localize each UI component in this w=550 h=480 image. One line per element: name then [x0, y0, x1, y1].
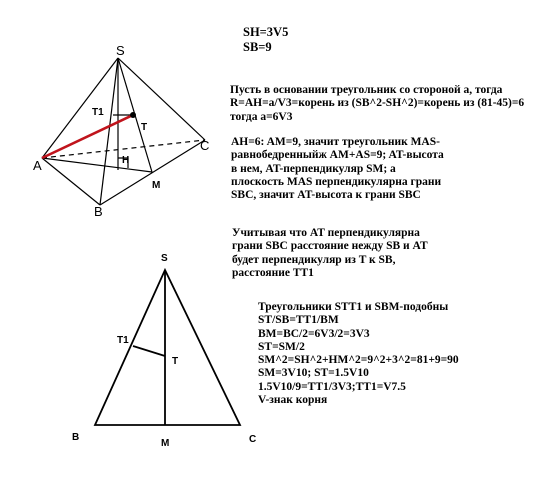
- text-line: Учитывая что AT перпендикулярна: [232, 227, 420, 239]
- text-line: 1.5V10/9=TT1/3V3;TT1=V7.5: [258, 380, 406, 393]
- text-line: Пусть в основании треугольник со стороной а, тогда: [230, 84, 503, 96]
- edge-SB: [100, 58, 118, 205]
- solution-paragraph-2: [231, 136, 444, 202]
- text-line: расстояние TT1: [232, 266, 314, 279]
- edge-SC: [118, 58, 205, 140]
- tri-label-B: B: [72, 432, 80, 443]
- tri-label-T1: T1: [117, 335, 129, 346]
- text-line: грани SBC расстояние нежду SB и AT: [232, 240, 428, 253]
- label-H: H: [122, 155, 130, 166]
- text-line: AH=6: AM=9, значит треугольник MAS-: [231, 136, 440, 148]
- pyramid-figure: [42, 58, 205, 205]
- label-T: T: [141, 122, 148, 133]
- label-B: B: [94, 204, 103, 219]
- median-AM: [42, 158, 152, 172]
- text-line: будет перпендикуляр из T к SB,: [232, 253, 396, 266]
- tri-label-C: C: [249, 434, 257, 445]
- label-T1: T1: [92, 107, 104, 118]
- text-line: SBC, значит AT-высота к грани SBC: [231, 189, 421, 202]
- label-C: C: [200, 138, 210, 153]
- text-line: BM=BC/2=6V3/2=3V3: [258, 327, 370, 340]
- point-T: [130, 112, 136, 118]
- text-line: Треугольники STT1 и SBM-подобны: [258, 301, 449, 313]
- text-line: ST=SM/2: [258, 340, 305, 353]
- tri-label-S: S: [161, 253, 168, 264]
- text-line: SM=3V10; ST=1.5V10: [258, 367, 369, 380]
- text-line: в нем, AT-перпендикуляр SM; а: [231, 162, 396, 175]
- text-line: R=AH=a/V3=корень из (SB^2-SH^2)=корень из (81-45)=6: [230, 97, 525, 110]
- tri-label-T: T: [172, 356, 179, 367]
- given-line: SB=9: [243, 40, 272, 54]
- solution-paragraph-4: [258, 301, 459, 407]
- text-line: равнобедренныйж AM+AS=9; AT-высота: [231, 149, 444, 162]
- solution-paragraph-3: [232, 227, 428, 280]
- given-line: SH=3V5: [243, 25, 289, 39]
- given-values: [243, 25, 288, 55]
- edge-SA: [42, 58, 118, 158]
- label-M: M: [152, 180, 161, 191]
- perp-TT1-section: [133, 346, 165, 356]
- triangle-SBC: [95, 270, 240, 425]
- triangle-figure: [95, 270, 240, 425]
- edge-AB: [42, 158, 100, 205]
- text-line: V-знак корня: [258, 394, 328, 407]
- text-line: ST/SB=TT1/BM: [258, 314, 339, 327]
- text-line: тогда a=6V3: [230, 110, 293, 123]
- segment-AT: [42, 115, 133, 158]
- tri-label-M: M: [161, 438, 170, 449]
- label-S: S: [116, 43, 125, 58]
- text-line: плоскость MAS перпендикулярна грани: [231, 175, 442, 188]
- text-line: SM^2=SH^2+HM^2=9^2+3^2=81+9=90: [258, 354, 459, 367]
- label-A: A: [33, 158, 42, 173]
- solution-paragraph-1: [230, 84, 524, 124]
